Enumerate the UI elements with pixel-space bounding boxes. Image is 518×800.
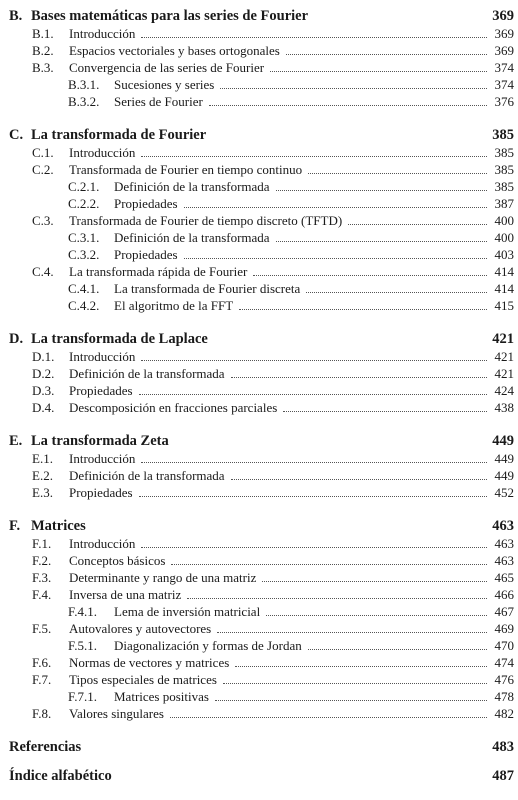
entry-page-number: 466 bbox=[494, 587, 514, 602]
entry-title: La transformada de Fourier discreta bbox=[114, 281, 301, 296]
toc-subsection-entry[interactable] bbox=[0, 603, 518, 620]
dot-leader bbox=[215, 700, 487, 701]
entry-title: Autovalores y autovectores bbox=[69, 621, 212, 636]
toc-subsection-entry[interactable] bbox=[0, 76, 518, 93]
toc-section-entry[interactable] bbox=[0, 705, 518, 722]
toc-section-entry[interactable] bbox=[0, 467, 518, 484]
entry-number: F.1. bbox=[32, 536, 52, 551]
entry-title: Referencias bbox=[9, 739, 82, 755]
toc-subsection-entry[interactable] bbox=[0, 178, 518, 195]
toc-subsection-entry[interactable] bbox=[0, 229, 518, 246]
toc-chapter-entry[interactable] bbox=[0, 8, 518, 25]
toc-section-entry[interactable] bbox=[0, 620, 518, 637]
entry-number: F.5. bbox=[32, 621, 52, 636]
entry-title: Determinante y rango de una matriz bbox=[69, 570, 257, 585]
entry-page-number: 449 bbox=[494, 468, 514, 483]
dot-leader bbox=[141, 360, 486, 361]
entry-title: La transformada Zeta bbox=[31, 433, 169, 449]
entry-number: F.7. bbox=[32, 672, 52, 687]
toc-chapter-entry[interactable] bbox=[0, 768, 518, 785]
entry-title: Definición de la transformada bbox=[69, 468, 225, 483]
entry-title: Series de Fourier bbox=[114, 94, 203, 109]
entry-number: B.2. bbox=[32, 43, 54, 58]
entry-title: Sucesiones y series bbox=[114, 77, 215, 92]
entry-page-number: 470 bbox=[494, 638, 514, 653]
entry-page-number: 463 bbox=[494, 536, 514, 551]
entry-title: Índice alfabético bbox=[9, 768, 112, 784]
entry-title: Espacios vectoriales y bases ortogonales bbox=[69, 43, 280, 58]
toc-section-entry[interactable] bbox=[0, 654, 518, 671]
entry-page-number: 387 bbox=[494, 196, 514, 211]
toc-subsection-entry[interactable] bbox=[0, 246, 518, 263]
toc-subsection-entry[interactable] bbox=[0, 297, 518, 314]
dot-leader bbox=[266, 615, 486, 616]
entry-page-number: 369 bbox=[494, 43, 514, 58]
entry-page-number: 374 bbox=[494, 77, 514, 92]
entry-page-number: 414 bbox=[494, 264, 514, 279]
toc-section-entry[interactable] bbox=[0, 535, 518, 552]
entry-number: C.2.2. bbox=[68, 196, 100, 211]
entry-page-number: 469 bbox=[494, 621, 514, 636]
entry-title: Normas de vectores y matrices bbox=[69, 655, 230, 670]
entry-number: B.3. bbox=[32, 60, 54, 75]
dot-leader bbox=[283, 411, 486, 412]
toc-section-entry[interactable] bbox=[0, 569, 518, 586]
dot-leader bbox=[276, 241, 487, 242]
entry-page-number: 483 bbox=[492, 739, 514, 755]
entry-title: Transformada de Fourier de tiempo discreto (TFTD) bbox=[69, 213, 343, 228]
entry-page-number: 463 bbox=[492, 518, 514, 534]
dot-leader bbox=[308, 173, 486, 174]
entry-page-number: 421 bbox=[494, 366, 514, 381]
dot-leader bbox=[209, 105, 487, 106]
entry-page-number: 452 bbox=[494, 485, 514, 500]
entry-page-number: 474 bbox=[494, 655, 514, 670]
toc-section-entry[interactable] bbox=[0, 382, 518, 399]
toc-section-entry[interactable] bbox=[0, 42, 518, 59]
toc-section-entry[interactable] bbox=[0, 263, 518, 280]
chapter-label: B. bbox=[9, 8, 23, 24]
toc-subsection-entry[interactable] bbox=[0, 637, 518, 654]
entry-title: Descomposición en fracciones parciales bbox=[69, 400, 278, 415]
entry-page-number: 385 bbox=[494, 162, 514, 177]
entry-number: B.1. bbox=[32, 26, 54, 41]
toc-chapter-entry[interactable] bbox=[0, 127, 518, 144]
entry-number: C.1. bbox=[32, 145, 54, 160]
dot-leader bbox=[223, 683, 487, 684]
dot-leader bbox=[262, 581, 486, 582]
entry-page-number: 478 bbox=[494, 689, 514, 704]
entry-title: Conceptos básicos bbox=[69, 553, 166, 568]
entry-title: Introducción bbox=[69, 349, 136, 364]
dot-leader bbox=[217, 632, 486, 633]
entry-number: D.2. bbox=[32, 366, 55, 381]
entry-number: D.4. bbox=[32, 400, 55, 415]
toc-section-entry[interactable] bbox=[0, 671, 518, 688]
dot-leader bbox=[171, 564, 486, 565]
entry-title: Tipos especiales de matrices bbox=[69, 672, 217, 687]
dot-leader bbox=[141, 547, 486, 548]
entry-title: Introducción bbox=[69, 145, 136, 160]
entry-title: Convergencia de las series de Fourier bbox=[69, 60, 265, 75]
entry-number: F.4.1. bbox=[68, 604, 97, 619]
entry-page-number: 369 bbox=[494, 26, 514, 41]
entry-number: C.3.2. bbox=[68, 247, 100, 262]
entry-number: C.2. bbox=[32, 162, 54, 177]
dot-leader bbox=[239, 309, 486, 310]
entry-page-number: 449 bbox=[492, 433, 514, 449]
dot-leader bbox=[220, 88, 486, 89]
entry-page-number: 400 bbox=[494, 213, 514, 228]
toc-subsection-entry[interactable] bbox=[0, 93, 518, 110]
entry-page-number: 374 bbox=[494, 60, 514, 75]
toc-section-entry[interactable] bbox=[0, 365, 518, 382]
entry-page-number: 385 bbox=[494, 145, 514, 160]
toc-subsection-entry[interactable] bbox=[0, 195, 518, 212]
entry-page-number: 376 bbox=[494, 94, 514, 109]
entry-page-number: 438 bbox=[494, 400, 514, 415]
entry-number: B.3.1. bbox=[68, 77, 100, 92]
entry-title: Introducción bbox=[69, 26, 136, 41]
entry-number: D.3. bbox=[32, 383, 55, 398]
entry-page-number: 476 bbox=[494, 672, 514, 687]
entry-title: Propiedades bbox=[114, 247, 178, 262]
chapter-label: E. bbox=[9, 433, 23, 449]
entry-page-number: 414 bbox=[494, 281, 514, 296]
dot-leader bbox=[231, 479, 487, 480]
dot-leader bbox=[184, 258, 487, 259]
chapter-label: F. bbox=[9, 518, 21, 534]
dot-leader bbox=[139, 394, 487, 395]
entry-number: E.2. bbox=[32, 468, 53, 483]
entry-number: F.2. bbox=[32, 553, 52, 568]
entry-title: Definición de la transformada bbox=[69, 366, 225, 381]
entry-page-number: 385 bbox=[492, 127, 514, 143]
entry-page-number: 424 bbox=[494, 383, 514, 398]
toc-section-entry[interactable] bbox=[0, 552, 518, 569]
toc-chapter-entry[interactable] bbox=[0, 433, 518, 450]
dot-leader bbox=[308, 649, 487, 650]
entry-number: E.3. bbox=[32, 485, 53, 500]
entry-number: B.3.2. bbox=[68, 94, 100, 109]
entry-number: F.7.1. bbox=[68, 689, 97, 704]
toc-section-entry[interactable] bbox=[0, 484, 518, 501]
entry-title: Definición de la transformada bbox=[114, 230, 270, 245]
entry-page-number: 449 bbox=[494, 451, 514, 466]
toc-section-entry[interactable] bbox=[0, 212, 518, 229]
dot-leader bbox=[235, 666, 486, 667]
toc-chapter-entry[interactable] bbox=[0, 518, 518, 535]
entry-number: F.3. bbox=[32, 570, 52, 585]
toc-chapter-entry[interactable] bbox=[0, 331, 518, 348]
dot-leader bbox=[141, 462, 486, 463]
dot-leader bbox=[187, 598, 486, 599]
dot-leader bbox=[170, 717, 487, 718]
dot-leader bbox=[139, 496, 487, 497]
toc-subsection-entry[interactable] bbox=[0, 280, 518, 297]
toc-section-entry[interactable] bbox=[0, 59, 518, 76]
entry-number: F.8. bbox=[32, 706, 52, 721]
entry-number: C.4.2. bbox=[68, 298, 100, 313]
dot-leader bbox=[141, 37, 486, 38]
entry-number: C.3. bbox=[32, 213, 54, 228]
entry-number: F.6. bbox=[32, 655, 52, 670]
entry-number: F.4. bbox=[32, 587, 52, 602]
entry-title: Transformada de Fourier en tiempo continuo bbox=[69, 162, 303, 177]
entry-title: Matrices bbox=[31, 518, 86, 534]
entry-title: Diagonalización y formas de Jordan bbox=[114, 638, 302, 653]
dot-leader bbox=[231, 377, 487, 378]
dot-leader bbox=[270, 71, 486, 72]
entry-page-number: 467 bbox=[494, 604, 514, 619]
dot-leader bbox=[286, 54, 487, 55]
entry-number: C.4.1. bbox=[68, 281, 100, 296]
entry-page-number: 415 bbox=[494, 298, 514, 313]
dot-leader bbox=[141, 156, 486, 157]
entry-page-number: 463 bbox=[494, 553, 514, 568]
entry-page-number: 385 bbox=[494, 179, 514, 194]
entry-number: C.4. bbox=[32, 264, 54, 279]
entry-title: El algoritmo de la FFT bbox=[114, 298, 234, 313]
dot-leader bbox=[184, 207, 487, 208]
entry-title: Definición de la transformada bbox=[114, 179, 270, 194]
entry-title: Bases matemáticas para las series de Fourier bbox=[31, 8, 309, 24]
entry-number: C.2.1. bbox=[68, 179, 100, 194]
dot-leader bbox=[253, 275, 486, 276]
entry-page-number: 403 bbox=[494, 247, 514, 262]
entry-title: Matrices positivas bbox=[114, 689, 209, 704]
entry-page-number: 482 bbox=[494, 706, 514, 721]
chapter-label: C. bbox=[9, 127, 24, 143]
entry-number: E.1. bbox=[32, 451, 53, 466]
entry-page-number: 421 bbox=[494, 349, 514, 364]
toc-section-entry[interactable] bbox=[0, 144, 518, 161]
toc-subsection-entry[interactable] bbox=[0, 688, 518, 705]
toc-section-entry[interactable] bbox=[0, 399, 518, 416]
dot-leader bbox=[348, 224, 486, 225]
entry-number: C.3.1. bbox=[68, 230, 100, 245]
entry-page-number: 421 bbox=[492, 331, 514, 347]
entry-page-number: 369 bbox=[492, 8, 514, 24]
dot-leader bbox=[306, 292, 486, 293]
toc-section-entry[interactable] bbox=[0, 450, 518, 467]
entry-title: Propiedades bbox=[114, 196, 178, 211]
entry-title: Introducción bbox=[69, 451, 136, 466]
entry-page-number: 400 bbox=[494, 230, 514, 245]
toc-section-entry[interactable] bbox=[0, 348, 518, 365]
entry-title: Propiedades bbox=[69, 383, 133, 398]
entry-title: Lema de inversión matricial bbox=[114, 604, 261, 619]
entry-title: La transformada de Laplace bbox=[31, 331, 208, 347]
entry-title: La transformada de Fourier bbox=[31, 127, 207, 143]
entry-title: Introducción bbox=[69, 536, 136, 551]
entry-page-number: 487 bbox=[492, 768, 514, 784]
dot-leader bbox=[276, 190, 487, 191]
entry-page-number: 465 bbox=[494, 570, 514, 585]
entry-number: F.5.1. bbox=[68, 638, 97, 653]
entry-title: La transformada rápida de Fourier bbox=[69, 264, 248, 279]
toc-section-entry[interactable] bbox=[0, 161, 518, 178]
entry-title: Valores singulares bbox=[69, 706, 164, 721]
chapter-label: D. bbox=[9, 331, 24, 347]
entry-number: D.1. bbox=[32, 349, 55, 364]
toc-chapter-entry[interactable] bbox=[0, 739, 518, 756]
toc-section-entry[interactable] bbox=[0, 25, 518, 42]
entry-title: Propiedades bbox=[69, 485, 133, 500]
entry-title: Inversa de una matriz bbox=[69, 587, 182, 602]
toc-section-entry[interactable] bbox=[0, 586, 518, 603]
